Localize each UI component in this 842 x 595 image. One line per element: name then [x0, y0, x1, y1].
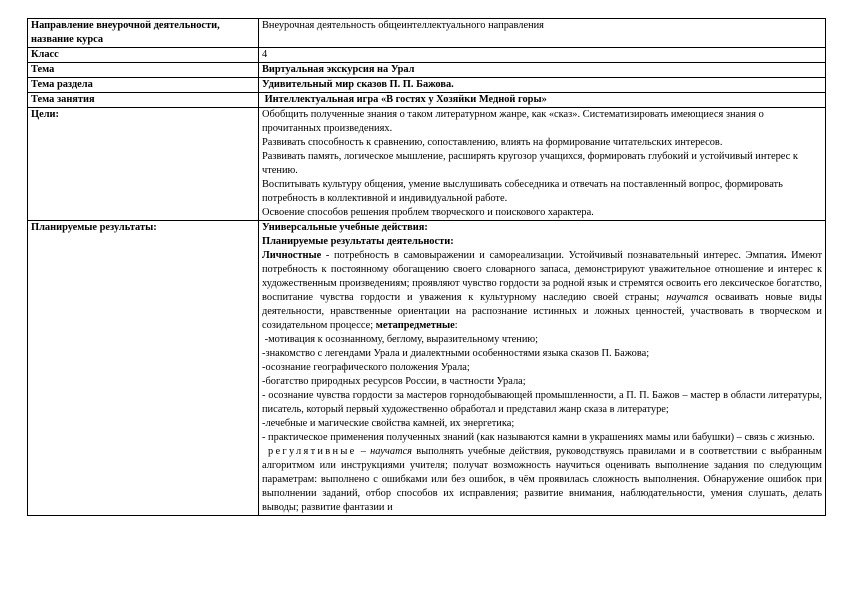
document-page [27, 18, 823, 516]
personal-dot: . [783, 250, 787, 261]
results-heading-uud: Универсальные учебные действия: [262, 222, 428, 233]
table-row [28, 221, 826, 516]
table-row [28, 93, 826, 108]
results-value [259, 221, 826, 516]
meta-colon: : [454, 320, 458, 331]
meta-item: -осознание географического положения Урала; [262, 362, 470, 373]
goal-item: Воспитывать культуру общения, умение выслушивать собеседника и отвечать на поставленный вопрос, формировать потребность в коллективной и индивидуальной работе. [262, 179, 783, 204]
section-value: Удивительный мир сказов П. П. Бажова. [259, 78, 826, 93]
lesson-plan-table [27, 18, 826, 516]
results-label: Планируемые результаты: [28, 221, 259, 516]
personal-italic: научатся [666, 292, 709, 303]
meta-item: -богатство природных ресурсов России, в частности Урала; [262, 376, 526, 387]
goal-item: Развивать память, логическое мышление, расширять кругозор учащихся, формировать глубокий и устойчивый интерес к чтению. [262, 151, 798, 176]
regulatory-italic: научатся [370, 446, 413, 457]
lesson-value: Интеллектуальная игра «В гостях у Хозяйки Медной горы» [259, 93, 826, 108]
section-label: Тема раздела [28, 78, 259, 93]
personal-text-3: осваивать новые виды деятельности, нравственные ориентации на распознание истинных и ложных ценностей, участвовать в творческом и созидательном процессе; [262, 292, 823, 331]
results-heading-activity: Планируемые результаты деятельности: [262, 236, 454, 247]
goal-item: Освоение способов решения проблем творческого и поискового характера. [262, 207, 594, 218]
regulatory-dash: – [356, 446, 371, 457]
regulatory-text: выполнять учебные действия, руководствуясь правилами и в соответствии с выбранным алгоритмом или инструкциями учителя; получат возможность научиться оценивать выполнение задания по следующим параметрам: выполнено с ошибками или без ошибок, в чём проявилась сложность выполнения. Обнаружение ошибок при выполнении заданий, отбор способов их исправления; развитие внимания, наблюдательности, умения слушать, делать выводы; развитие фантазии и [262, 446, 822, 513]
table-row [28, 19, 826, 48]
personal-results-paragraph [262, 249, 822, 333]
topic-label: Тема [28, 63, 259, 78]
table-row [28, 63, 826, 78]
goal-item: Обобщить полученные знания о таком литературном жанре, как «сказ». Систематизировать имеющиеся знания о прочитанных произведениях. [262, 109, 764, 134]
topic-value: Виртуальная экскурсия на Урал [259, 63, 826, 78]
table-row [28, 48, 826, 63]
table-row [28, 108, 826, 221]
goals-label: Цели: [28, 108, 259, 221]
goals-value [259, 108, 826, 221]
personal-text-1: - потребность в самовыражении и самореализации. Устойчивый познавательный интерес. Эмпатия [321, 250, 784, 261]
meta-item: - осознание чувства гордости за мастеров горнодобывающей промышленности, а П. П. Бажов – мастер в области литературы, писатель, который первый художественно обработал и представил жанр сказа в литературе; [262, 390, 822, 415]
lesson-label: Тема занятия [28, 93, 259, 108]
personal-text-2: Имеют потребность к постоянному обогащению своего словарного запаса, демонстрируют уважительное отношение и интерес к художественным произведениям; проявляют чувство гордости за родной язык и стремятся освоить его лексическое богатство, воспитание чувства гордости и уважения к культурному наследию своей страны; [262, 250, 822, 303]
table-row [28, 78, 826, 93]
grade-label: Класс [28, 48, 259, 63]
meta-item: - практическое применения полученных знаний (как называются камни в украшениях мамы или бабушки) – связь с жизнью. [262, 432, 815, 443]
meta-item: -мотивация к осознанному, беглому, выразительному чтению; [262, 334, 539, 345]
meta-item: -знакомство с легендами Урала и диалектными особенностями языка сказов П. Бажова; [262, 348, 650, 359]
personal-label: Личностные [262, 250, 322, 261]
goal-item: Развивать способность к сравнению, сопоставлению, влиять на формирование читательских интересов. [262, 137, 723, 148]
meta-label: метапредметные [375, 320, 455, 331]
meta-item: -лечебные и магические свойства камней, их энергетика; [262, 418, 515, 429]
regulatory-results-paragraph [262, 445, 822, 515]
direction-value: Внеурочная деятельность общеинтеллектуального направления [259, 19, 826, 48]
grade-value: 4 [259, 48, 826, 63]
regulatory-label: регулятивные [268, 446, 357, 457]
direction-label: Направление внеурочной деятельности, название курса [28, 19, 259, 48]
